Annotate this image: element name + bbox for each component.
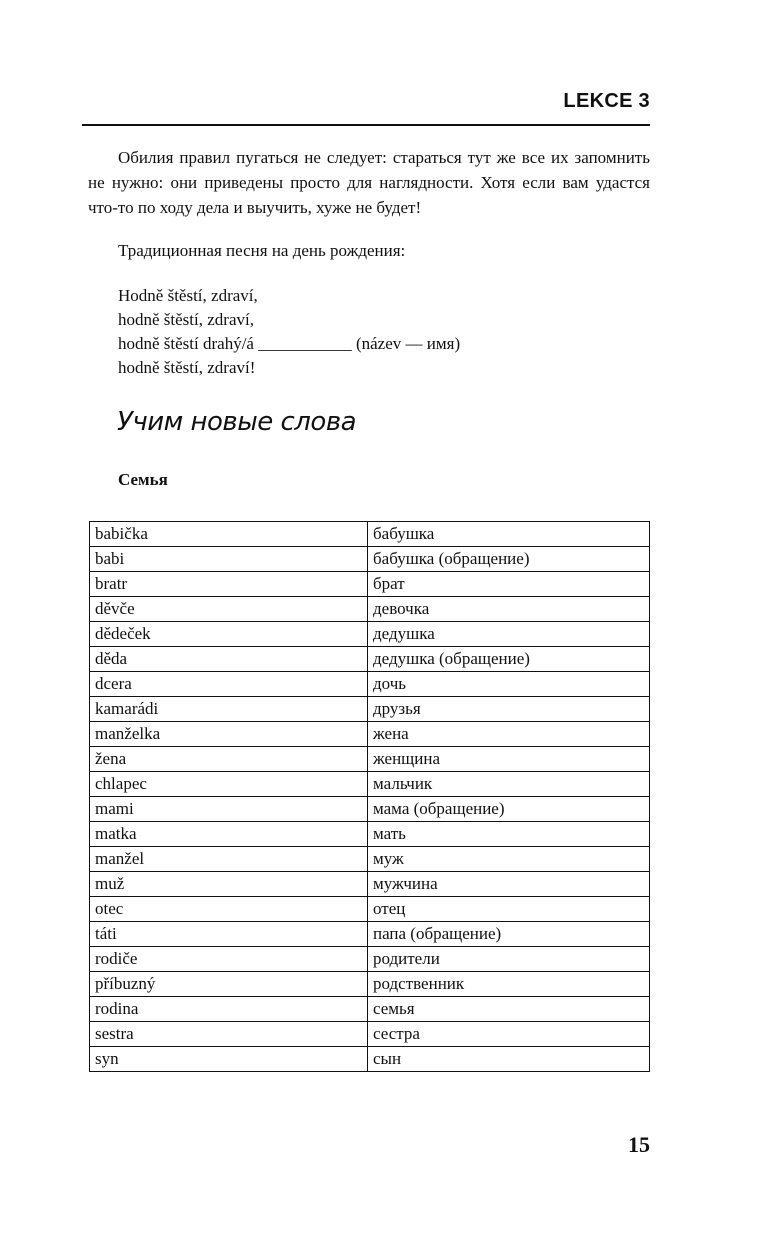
table-row — [90, 722, 650, 747]
table-row — [90, 897, 650, 922]
czech-word: otec — [90, 897, 368, 922]
russian-translation: родители — [368, 947, 650, 972]
russian-translation: жена — [368, 722, 650, 747]
table-row — [90, 747, 650, 772]
russian-translation: муж — [368, 847, 650, 872]
czech-word: děda — [90, 647, 368, 672]
russian-translation: папа (обращение) — [368, 922, 650, 947]
song-title: Традиционная песня на день рождения: — [118, 241, 406, 260]
table-row — [90, 822, 650, 847]
russian-translation: девочка — [368, 597, 650, 622]
czech-word: rodiče — [90, 947, 368, 972]
table-row — [90, 697, 650, 722]
lyric-line: hodně štěstí drahý/á ___________ (název — имя) — [118, 334, 461, 353]
table-row — [90, 997, 650, 1022]
czech-word: děvče — [90, 597, 368, 622]
russian-translation: мать — [368, 822, 650, 847]
running-head: LEKCE 3 — [563, 90, 650, 112]
table-row — [90, 922, 650, 947]
russian-translation: бабушка — [368, 522, 650, 547]
russian-translation: бабушка (обращение) — [368, 547, 650, 572]
intro-paragraph: Обилия правил пугаться не следует: стараться тут же все их запомнить не нужно: они приведены просто для наглядности. Хотя если вам удастся что-то по ходу дела и выучить, хуже не будет! — [88, 148, 650, 217]
czech-word: babi — [90, 547, 368, 572]
subheading-family: Семья — [118, 470, 168, 489]
table-row — [90, 872, 650, 897]
table-row — [90, 1022, 650, 1047]
russian-translation: мальчик — [368, 772, 650, 797]
czech-word: mami — [90, 797, 368, 822]
table-row — [90, 772, 650, 797]
lyric-line: hodně štěstí, zdraví, — [118, 310, 254, 329]
czech-word: matka — [90, 822, 368, 847]
czech-word: manžel — [90, 847, 368, 872]
table-row — [90, 647, 650, 672]
czech-word: bratr — [90, 572, 368, 597]
table-row — [90, 572, 650, 597]
russian-translation: дедушка — [368, 622, 650, 647]
section-heading: Учим новые слова — [117, 407, 357, 437]
russian-translation: сестра — [368, 1022, 650, 1047]
table-row — [90, 1047, 650, 1072]
czech-word: příbuzný — [90, 972, 368, 997]
czech-word: sestra — [90, 1022, 368, 1047]
czech-word: žena — [90, 747, 368, 772]
czech-word: rodina — [90, 997, 368, 1022]
table-row — [90, 622, 650, 647]
russian-translation: дедушка (обращение) — [368, 647, 650, 672]
russian-translation: друзья — [368, 697, 650, 722]
song-lyrics — [118, 284, 460, 380]
table-row — [90, 547, 650, 572]
russian-translation: семья — [368, 997, 650, 1022]
russian-translation: мужчина — [368, 872, 650, 897]
russian-translation: брат — [368, 572, 650, 597]
header-rule — [82, 124, 650, 126]
table-row — [90, 797, 650, 822]
page-number: 15 — [628, 1132, 650, 1157]
russian-translation: сын — [368, 1047, 650, 1072]
czech-word: táti — [90, 922, 368, 947]
russian-translation: родственник — [368, 972, 650, 997]
czech-word: kamarádi — [90, 697, 368, 722]
czech-word: muž — [90, 872, 368, 897]
vocabulary-table — [89, 521, 650, 1072]
russian-translation: отец — [368, 897, 650, 922]
czech-word: dědeček — [90, 622, 368, 647]
lyric-line: hodně štěstí, zdraví! — [118, 358, 256, 377]
table-row — [90, 947, 650, 972]
czech-word: dcera — [90, 672, 368, 697]
russian-translation: женщина — [368, 747, 650, 772]
czech-word: syn — [90, 1047, 368, 1072]
lyric-line: Hodně štěstí, zdraví, — [118, 286, 258, 305]
table-row — [90, 972, 650, 997]
czech-word: chlapec — [90, 772, 368, 797]
russian-translation: дочь — [368, 672, 650, 697]
russian-translation: мама (обращение) — [368, 797, 650, 822]
czech-word: babička — [90, 522, 368, 547]
table-row — [90, 672, 650, 697]
table-row — [90, 597, 650, 622]
czech-word: manželka — [90, 722, 368, 747]
table-row — [90, 522, 650, 547]
table-row — [90, 847, 650, 872]
